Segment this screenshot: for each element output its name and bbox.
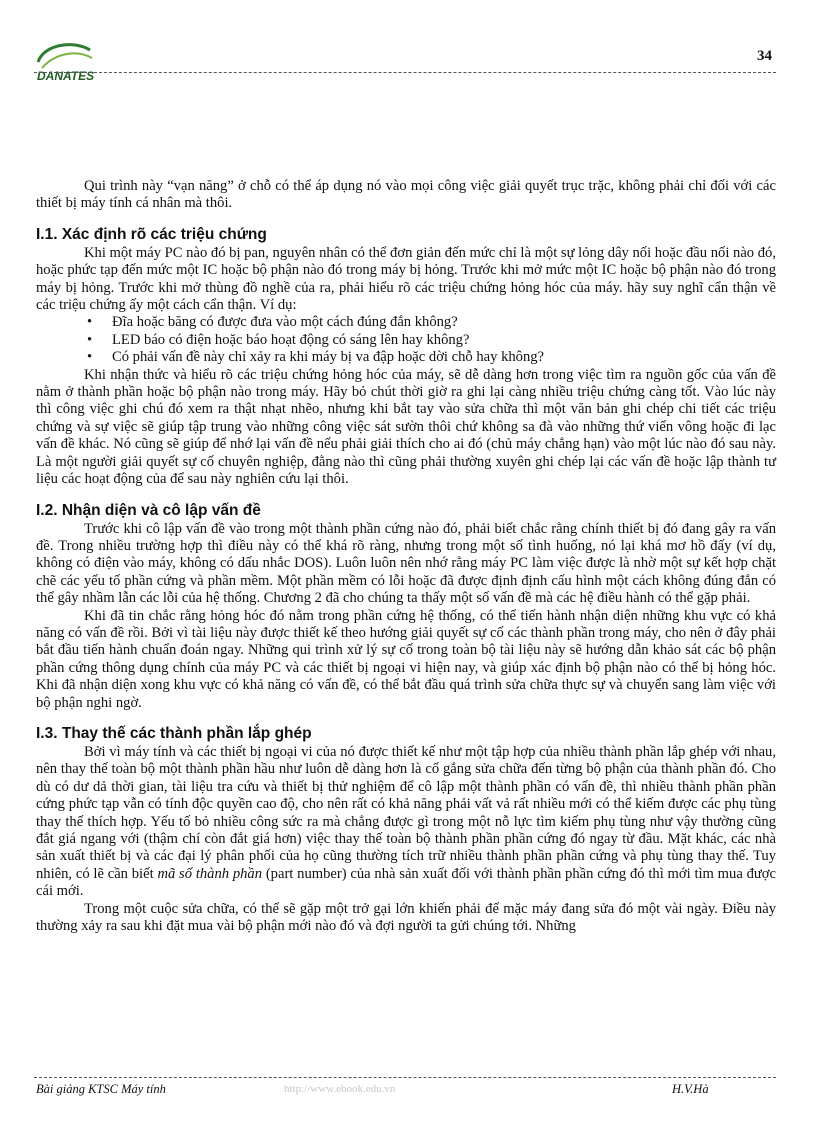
paragraph: Khi một máy PC nào đó bị pan, nguyên nhân có thể đơn giản đến mức chỉ là một sự lỏng dây nối hoặc đầu nối nào đó, hoặc phức tạp đến mức một IC hoặc bộ phận nào đó trong máy bị hỏng. Trước khi mở mức một IC hoặc bộ phận nào đó trong máy bị hỏng. Trước khi mở thùng đồ nghề của ra, phải hiểu rõ các triệu chứng hỏng hóc của máy. hãy suy nghĩ cẩn thận về các triệu chứng ấy một cách cẩn thận. Ví dụ: bbox=[36, 244, 776, 314]
bullet-item: • LED báo có điện hoặc báo hoạt động có sáng lên hay không? bbox=[112, 332, 776, 349]
section-heading-1: I.1. Xác định rõ các triệu chứng bbox=[36, 225, 267, 243]
footer-author: H.V.Hà bbox=[672, 1082, 709, 1096]
svg-text:DANATES: DANATES bbox=[37, 69, 95, 83]
italic-term: mã số thành phần bbox=[157, 865, 263, 882]
section-heading-2: I.2. Nhận diện và cô lập vấn đề bbox=[36, 501, 261, 519]
bullet-item: • Đĩa hoặc băng có được đưa vào một cách đúng đắn không? bbox=[112, 314, 776, 331]
paragraph: Bởi vì máy tính và các thiết bị ngoại vi của nó được thiết kế như một tập hợp của nhiều thành phần lắp ghép với nhau, nên thay thế toàn bộ một thành phần hầu như luôn dễ dàng hơn là cố gắng sửa chữa đến từng bộ phận của thành phần đó. Cho dù có dư dả thời gian, tài liệu tra cứu và thiết bị thử nghiệm để cô lập một thành phần có vấn đề, thì nhiều thành phần phần cứng phức tạp vẫn có tính độc quyền cao độ, cho nên rất có khả năng phải vất vả rất nhiều mới có thể kiếm được các phụ tùng thay thế thích hợp. Yếu tố bỏ nhiều công sức ra mà chẳng được gì trong một nỗ lực tìm kiếm phụ tùng như vậy thường cũng đắt giá ngang với (thậm chí còn đắt giá hơn) việc thay thế toàn bộ thành phần phần cứng đó ngay từ đầu. Mặt khác, các nhà sản xuất thiết bị và các đại lý phân phối của họ cũng thường tích trữ nhiều thành phần phần cứng và phụ tùng thay thế. Tuy nhiên, có lẽ cần biết mã số thành phần (part number) của nhà sản xuất đối với thành phần phần cứng đó thì mới tìm mua được cái mới. bbox=[36, 743, 776, 900]
footer-course-title: Bài giảng KTSC Máy tính bbox=[36, 1082, 166, 1096]
document-body bbox=[36, 178, 776, 935]
intro-paragraph: Qui trình này “vạn năng” ở chỗ có thể áp dụng nó vào mọi công việc giải quyết trục trặc, không phải chỉ đối với các thiết bị máy tính cá nhân mà thôi. bbox=[36, 178, 776, 212]
footer-watermark-url: http://www.ebook.edu.vn bbox=[284, 1083, 396, 1095]
paragraph: Khi đã tin chắc rằng hỏng hóc đó nằm trong phần cứng hệ thống, có thể tiến hành nhận diện những khu vực có khả năng có vấn đề rồi. Bởi vì tài liệu này được thiết kế theo hướng giải quyết sự cố các thành phần trong máy, cho nên ở đây phải bắt đầu tiến hành chuẩn đoán ngay. Những qui trình xử lý sự cố trong toàn bộ tài liệu này sẽ hướng dẫn khảo sát các bộ phận phần cứng thông dụng chính của máy PC và các thiết bị ngoại vi hiện nay, và giúp xác định bộ phận nào có thể bị hỏng hóc. Khi đã nhận diện xong khu vực có khả năng có vấn đề, có thể bắt đầu quá trình sửa chữa thực sự và chuyển sang làm việc với bộ phận nghi ngờ. bbox=[36, 607, 776, 711]
page-number: 34 bbox=[757, 48, 772, 64]
header-divider bbox=[34, 72, 776, 73]
bullet-list bbox=[36, 314, 776, 366]
danates-logo bbox=[34, 40, 98, 86]
section-heading-3: I.3. Thay thế các thành phần lắp ghép bbox=[36, 724, 312, 742]
bullet-item: • Có phải vấn đề này chỉ xảy ra khi máy bị va đập hoặc dời chỗ hay không? bbox=[112, 349, 776, 366]
paragraph: Khi nhận thức và hiểu rõ các triệu chứng hỏng hóc của máy, sẽ dễ dàng hơn trong việc tìm ra nguồn gốc của vấn đề nằm ở thành phần hoặc bộ phận nào trong máy. Hãy bỏ chút thời giờ ra ghi lại càng nhiều triệu chứng càng tốt. Vào lúc này thì công việc ghi chú đó xem ra thật nhạt nhẽo, nhưng khi bắt tay vào sửa chữa thì một văn bản ghi chép chi tiết các triệu chứng và sự việc sẽ giúp tập trung vào những công việc sát sườn thôi chứ không sa đà vào những thứ viển vông hoặc đi lạc vấn đề khác. Nó cũng sẽ giúp để nhớ lại vấn đề nếu phải giải thích cho ai đó (chủ máy chẳng hạn) vào một lúc nào đó sau này. Là một người giải quyết sự cố chuyên nghiệp, đằng nào thì cũng phải thường xuyên ghi chép lại các vấn đề hoặc lập thành tư liệu các hoạt động của để sau này nghiên cứu lại thôi. bbox=[36, 366, 776, 488]
paragraph: Trong một cuộc sửa chữa, có thể sẽ gặp một trở gại lớn khiến phải để mặc máy đang sửa đó một vài ngày. Điều này thường xảy ra sau khi đặt mua vài bộ phận mới nào đó và đợi người ta gửi chúng tới. Những bbox=[36, 900, 776, 935]
footer-divider bbox=[34, 1077, 776, 1078]
paragraph: Trước khi cô lập vấn đề vào trong một thành phần cứng nào đó, phải biết chắc rằng chính thiết bị đó đang gây ra vấn đề. Trong nhiều trường hợp thì điều này có thể khá rõ ràng, nhưng trong một số tình huống, nó lại khá mơ hồ đấy (ví dụ, không có điện vào máy, không có dấu nhắc DOS). Luôn luôn nên nhớ rằng máy PC làm việc được là nhờ một sự kết hợp chặt chẽ các yếu tố phần cứng và phần mềm. Một phần mềm có lỗi hoặc đã được định định cấu hình một cách không đúng đắn có thể gây nhầm lẫn các lỗi của hệ thống. Chương 2 đã cho chúng ta thấy một số vấn đề mà các hệ điều hành có thể gặp phải. bbox=[36, 520, 776, 607]
